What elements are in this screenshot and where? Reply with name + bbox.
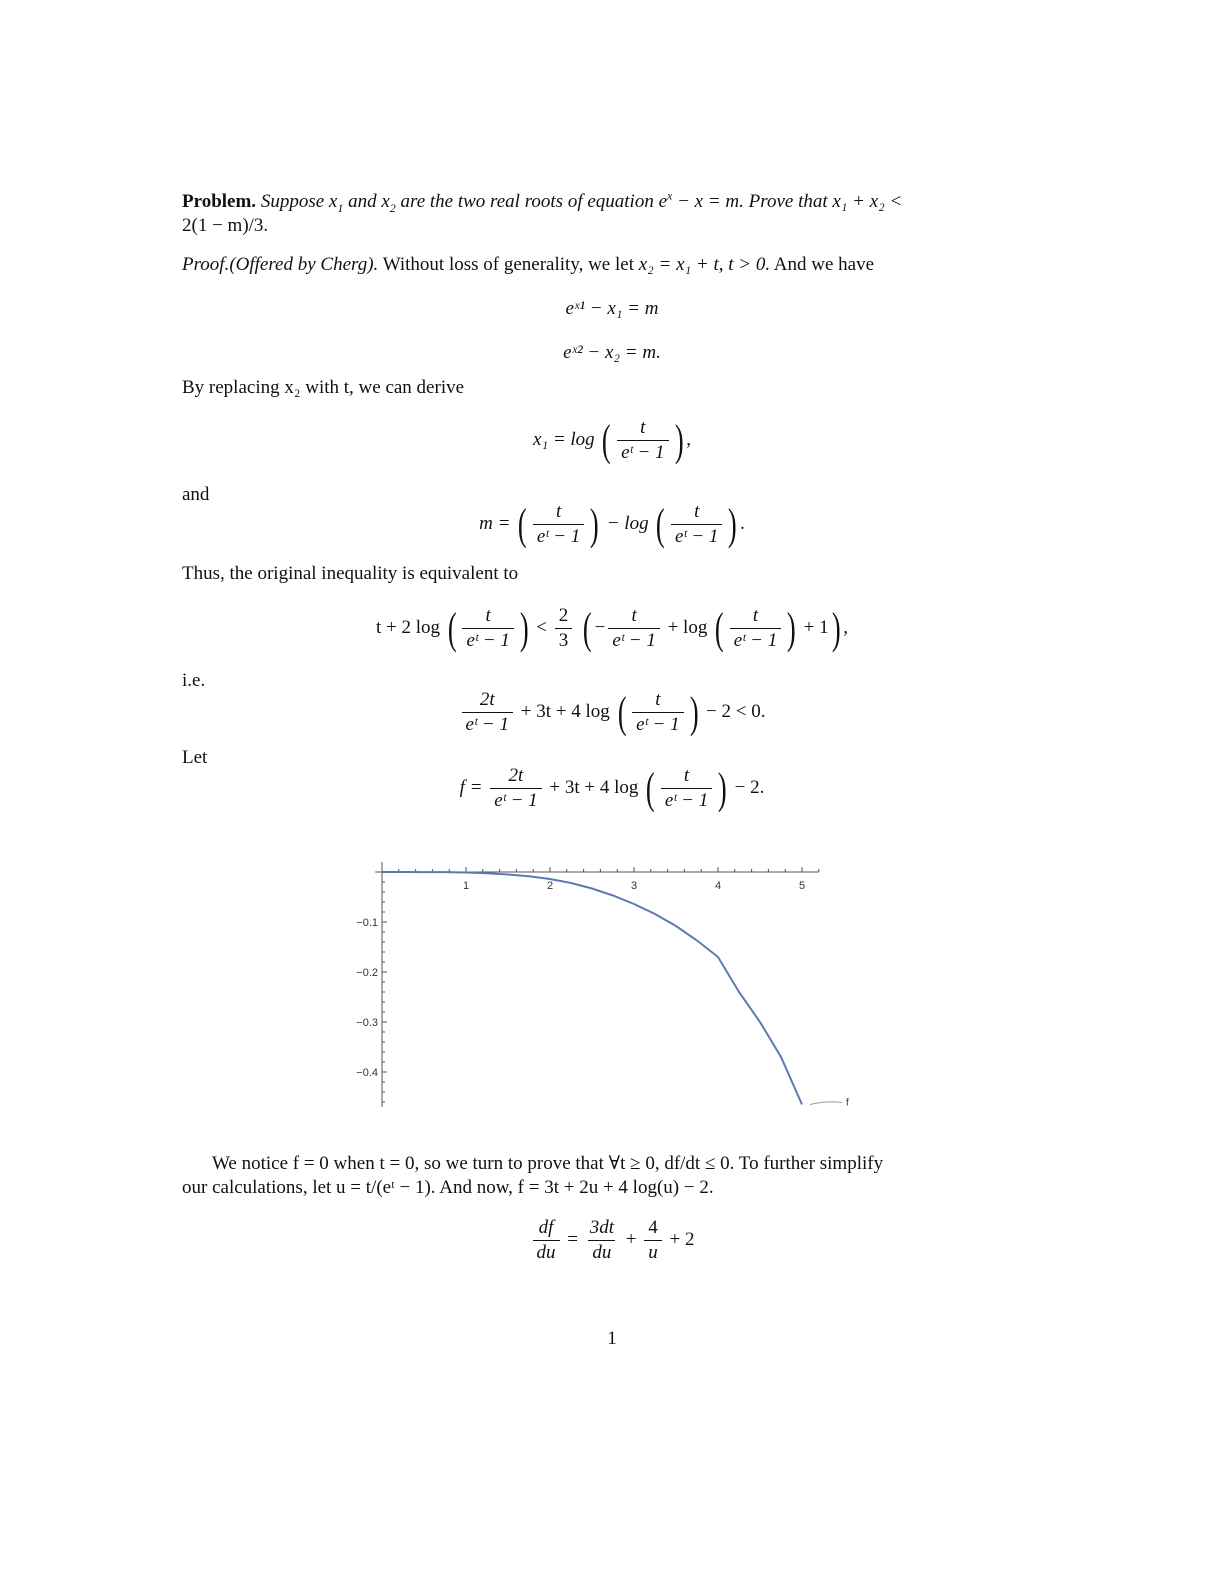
derivative-equation [0,1218,1224,1263]
ineq-lhs: t + 2 log [376,616,441,638]
y-tick-label: −0.3 [356,1017,378,1029]
problem-and: and [343,191,382,212]
x-tick-label: 1 [462,880,470,892]
x-tick-label: 2 [546,880,554,892]
problem-line2: 2(1 − m)/3. [182,215,269,236]
notice-paragraph [182,1152,1032,1200]
right-paren: ) [787,603,796,653]
two-t-numerator: 2t [508,765,524,786]
fraction [608,606,659,651]
problem-eq-exp: x [667,188,673,203]
y-tick-label: −0.4 [356,1067,378,1079]
fraction-denominator: eᵗ − 1 [462,628,513,651]
fraction-numerator: t [683,765,690,786]
problem-text-a: Suppose [260,191,329,212]
legend-leader [810,1102,842,1105]
m-lhs: m = [479,512,511,534]
ie-equation [0,687,1224,737]
fraction [661,766,712,811]
m-middle: − log [606,512,649,534]
three-dt-fraction [586,1218,618,1263]
f-equation [0,763,1224,813]
problem-eq-rest: − x = m. Prove that [672,191,833,212]
left-paren: ( [617,687,627,737]
two-thirds-numerator: 2 [558,605,569,626]
page-number: 1 [607,1328,617,1349]
left-paren: ( [602,415,612,465]
fraction [671,502,722,547]
fraction-denominator: eᵗ − 1 [617,440,668,463]
thus-text: Thus, the original inequality is equivalent to [182,563,519,584]
fraction-denominator: eᵗ − 1 [632,712,683,735]
fraction [617,418,668,463]
deriv-plus-two: + 2 [669,1228,695,1250]
x1-equation: x₁ = log ( $\frac{t}{\text{eᵗ − 1}}$ ) , [533,415,691,465]
fraction-numerator: t [655,689,661,710]
fraction-numerator: t [640,417,646,438]
proof-intro [182,253,1032,277]
f-plot [340,848,880,1128]
fraction-denominator: eᵗ − 1 [533,524,584,547]
du-denominator: du [588,1240,615,1263]
du-denominator: du [533,1240,560,1263]
legend-label-f: f [846,1097,849,1109]
x-tick-label: 3 [630,880,638,892]
derive-text: By replacing x₂ with t, we can derive [182,377,465,398]
proof-rest: And we have [770,254,875,275]
inequality-equation: t + 2 log ( $\frac{t}{\text{eᵗ − 1}}$ ) < $\frac{2}{3}$ ( − $\frac{t}{\text{eᵗ − 1}}$ + log ( $\frac{t}{\text{eᵗ − 1}}$ ) + 1) , [376,603,848,653]
fraction-denominator: eᵗ − 1 [671,524,722,547]
ineq-lt: < [536,616,548,638]
equation-2: eˣ² − x₂ = m. [563,342,661,363]
proof-label: Proof.(Offered by Cherg). [182,254,379,275]
problem-inequality: x₁ + x₂ < [832,191,903,212]
left-paren: ( [715,603,724,653]
df-numerator: df [538,1217,554,1238]
x1-lhs: x₁ = log [533,428,595,450]
proof-text: Without loss of generality, we let [378,254,639,275]
ineq-neg: − [594,616,606,638]
f-lhs: f = [459,776,483,798]
left-paren: ( [656,499,666,549]
m-equation: m = ( $\frac{t}{\text{eᵗ − 1}}$ ) − log ( $\frac{t}{\text{eᵗ − 1}}$ ) . [479,499,745,549]
problem-roots-text: are the two real roots of equation [395,191,659,212]
fraction-numerator: t [752,605,759,626]
notice-line1: We notice f = 0 when t = 0, so we turn to prove that ∀t ≥ 0, df/dt ≤ 0. To further simplify [212,1153,884,1174]
x2-symbol: $x_2$ [381,191,396,215]
df-du-fraction [533,1218,560,1263]
two-thirds-denominator: 3 [555,628,573,651]
two-t-denominator: eᵗ − 1 [490,788,541,811]
right-paren: ) [831,603,841,653]
four-numerator: 4 [648,1217,658,1238]
problem-label: Problem. [182,191,257,212]
right-paren: ) [718,763,727,813]
problem-statement [182,190,1032,238]
problem-eq-base: e [658,191,668,212]
let-label: Let [182,747,208,768]
ie-label: i.e. [182,670,206,691]
deriv-eq: = [567,1228,578,1250]
two-t-denominator: eᵗ − 1 [462,712,513,735]
three-dt-numerator: 3dt [589,1217,615,1238]
fraction [533,502,584,547]
series-line-f [382,872,802,1105]
left-paren: ( [582,603,592,653]
fraction [462,606,513,651]
proof-condition: x₂ = x₁ + t, t > 0. [638,254,771,275]
x-tick-label: 5 [798,880,806,892]
right-paren: ) [674,415,684,465]
left-paren: ( [447,603,457,653]
fraction [730,606,781,651]
two-thirds-fraction [555,606,573,651]
fraction-numerator: t [485,605,491,626]
ie-tail: − 2 < 0. [706,700,766,722]
y-tick-label: −0.1 [356,917,378,929]
y-tick-label: −0.2 [356,967,378,979]
fraction-numerator: t [631,605,637,626]
f-tail: − 2. [734,776,765,798]
ineq-plus-log: + log [667,616,708,638]
fraction-denominator: eᵗ − 1 [608,628,659,651]
x1-symbol: $x_1$ [328,191,344,215]
fraction [632,690,683,735]
ie-rest: + 3t + 4 log [520,700,610,722]
u-denominator: u [644,1240,662,1263]
two-t-fraction [462,690,513,735]
fraction-numerator: t [555,501,562,522]
f-rest: + 3t + 4 log [549,776,639,798]
right-paren: ) [728,499,738,549]
fraction-denominator: eᵗ − 1 [730,628,781,651]
fraction-numerator: t [694,501,700,522]
right-paren: ) [590,499,600,549]
notice-line2: our calculations, let u = t/(eᵗ − 1). And now, f = 3t + 2u + 4 log(u) − 2. [182,1177,714,1198]
ineq-plus-one: + 1 [803,616,829,638]
equation-1: eˣ¹ − x₁ = m [565,298,659,319]
fraction-denominator: eᵗ − 1 [661,788,712,811]
right-paren: ) [519,603,529,653]
four-u-fraction [644,1218,662,1263]
left-paren: ( [646,763,655,813]
right-paren: ) [689,687,699,737]
left-paren: ( [518,499,527,549]
x-tick-label: 4 [714,880,722,892]
two-t-fraction [490,766,541,811]
deriv-plus: + [625,1228,637,1250]
and-label: and [182,484,210,505]
two-t-numerator: 2t [479,689,495,710]
